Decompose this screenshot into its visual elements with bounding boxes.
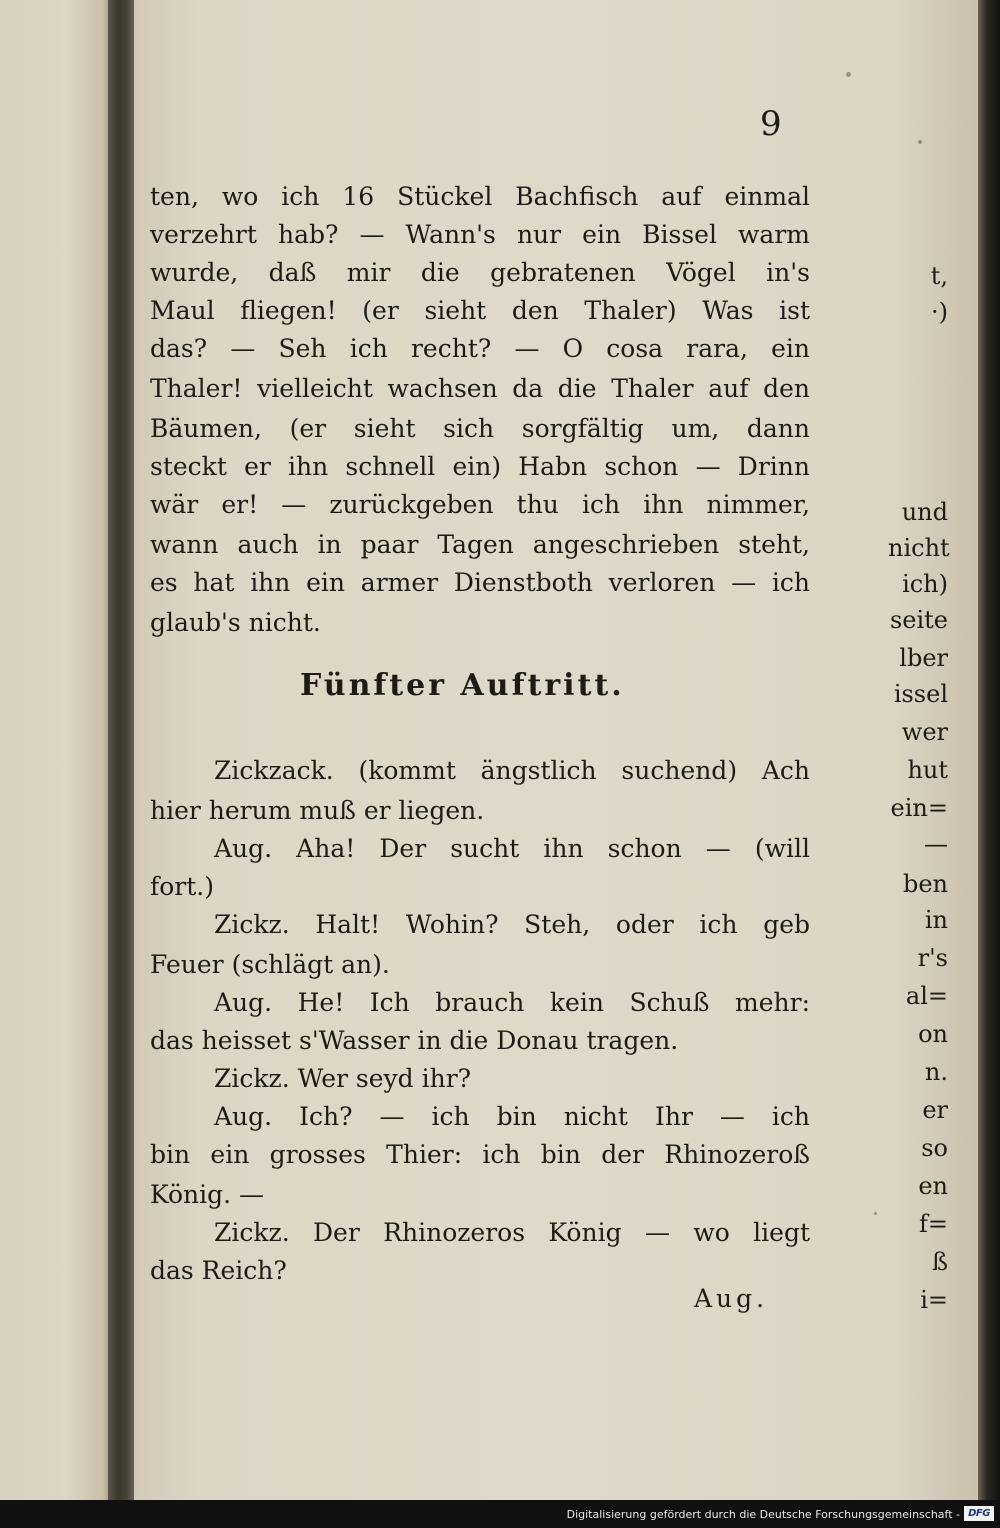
text-line: ten, wo ich 16 Stückel Bachfisch auf einmal <box>150 182 810 211</box>
left-fragment: on <box>918 1020 948 1048</box>
text-line: wurde, daß mir die gebratenen Vögel in's <box>150 258 810 287</box>
left-fragment: ·) <box>931 298 948 326</box>
text-line: wär er! — zurückgeben thu ich ihn nimmer, <box>150 490 810 519</box>
text-line: wann auch in paar Tagen angeschrieben steht, <box>150 530 810 559</box>
dialogue-line: hier herum muß er liegen. <box>150 796 485 825</box>
left-fragment: und <box>901 498 948 526</box>
left-fragment: ich) <box>902 570 948 598</box>
dialogue-line: Feuer (schlägt an). <box>150 950 390 979</box>
text-line: steckt er ihn schnell ein) Habn schon — Drinn <box>150 452 810 481</box>
left-fragment: f= <box>919 1210 948 1238</box>
dialogue-line: das Reich? <box>150 1256 287 1285</box>
left-fragment: seite <box>889 606 948 634</box>
left-fragment: al= <box>905 982 948 1010</box>
dialogue-line: das heisset s'Wasser in die Donau tragen. <box>150 1026 679 1055</box>
dialogue-line: Zickz. Wer seyd ihr? <box>214 1064 472 1093</box>
dialogue-line: Aug. Ich? — ich bin nicht Ihr — ich <box>214 1102 810 1131</box>
left-fragment: hut <box>907 756 948 784</box>
left-fragment: wer <box>901 718 948 746</box>
dfg-logo: DFG <box>964 1506 994 1521</box>
left-fragment: — <box>924 830 948 858</box>
paper-speck <box>846 72 851 77</box>
text-line: das? — Seh ich recht? — O cosa rara, ein <box>150 334 810 363</box>
left-fragment: en <box>918 1172 948 1200</box>
paper-speck <box>874 1212 877 1215</box>
left-fragment: lber <box>899 644 948 672</box>
scene-heading: Fünfter Auftritt. <box>300 668 625 703</box>
dialogue-line: Zickz. Halt! Wohin? Steh, oder ich geb <box>214 910 810 939</box>
left-fragment: er <box>922 1096 948 1124</box>
left-fragment: r's <box>917 944 948 972</box>
text-line: es hat ihn ein armer Dienstboth verloren — ich <box>150 568 810 597</box>
left-fragment: ben <box>902 870 948 898</box>
left-fragment: in <box>924 906 948 934</box>
dialogue-line: fort.) <box>150 872 215 901</box>
dialogue-line: Aug. Aha! Der sucht ihn schon — (will <box>214 834 810 863</box>
dialogue-line: Zickz. Der Rhinozeros König — wo liegt <box>214 1218 810 1247</box>
text-line: Bäumen, (er sieht sich sorgfältig um, dann <box>150 414 810 443</box>
text-line: Maul fliegen! (er sieht den Thaler) Was ist <box>150 296 810 325</box>
left-fragment: so <box>921 1134 948 1162</box>
dialogue-line: König. — <box>150 1180 265 1209</box>
left-fragment: ß <box>931 1248 948 1276</box>
dialogue-line: Zickzack. (kommt ängstlich suchend) Ach <box>214 756 810 785</box>
left-fragment: ein= <box>890 794 948 822</box>
dialogue-line: bin ein grosses Thier: ich bin der Rhinozeroß <box>150 1140 810 1169</box>
left-fragment: i= <box>920 1286 948 1314</box>
dialogue-line: Aug. He! Ich brauch kein Schuß mehr: <box>214 988 810 1017</box>
catchword: Aug. <box>694 1284 769 1313</box>
left-fragment: n. <box>924 1058 948 1086</box>
text-line: Thaler! vielleicht wachsen da die Thaler auf den <box>150 374 810 403</box>
left-fragment: issel <box>893 680 948 708</box>
left-facing-page <box>0 0 112 1500</box>
text-line: glaub's nicht. <box>150 608 321 637</box>
page-number: 9 <box>760 104 782 144</box>
funding-credit: Digitalisierung gefördert durch die Deutsche Forschungsgemeinschaft - <box>566 1508 960 1521</box>
left-fragment: nicht <box>888 534 950 562</box>
paper-speck <box>918 140 922 144</box>
text-line: verzehrt hab? — Wann's nur ein Bissel warm <box>150 220 810 249</box>
left-fragment: t, <box>930 262 948 290</box>
